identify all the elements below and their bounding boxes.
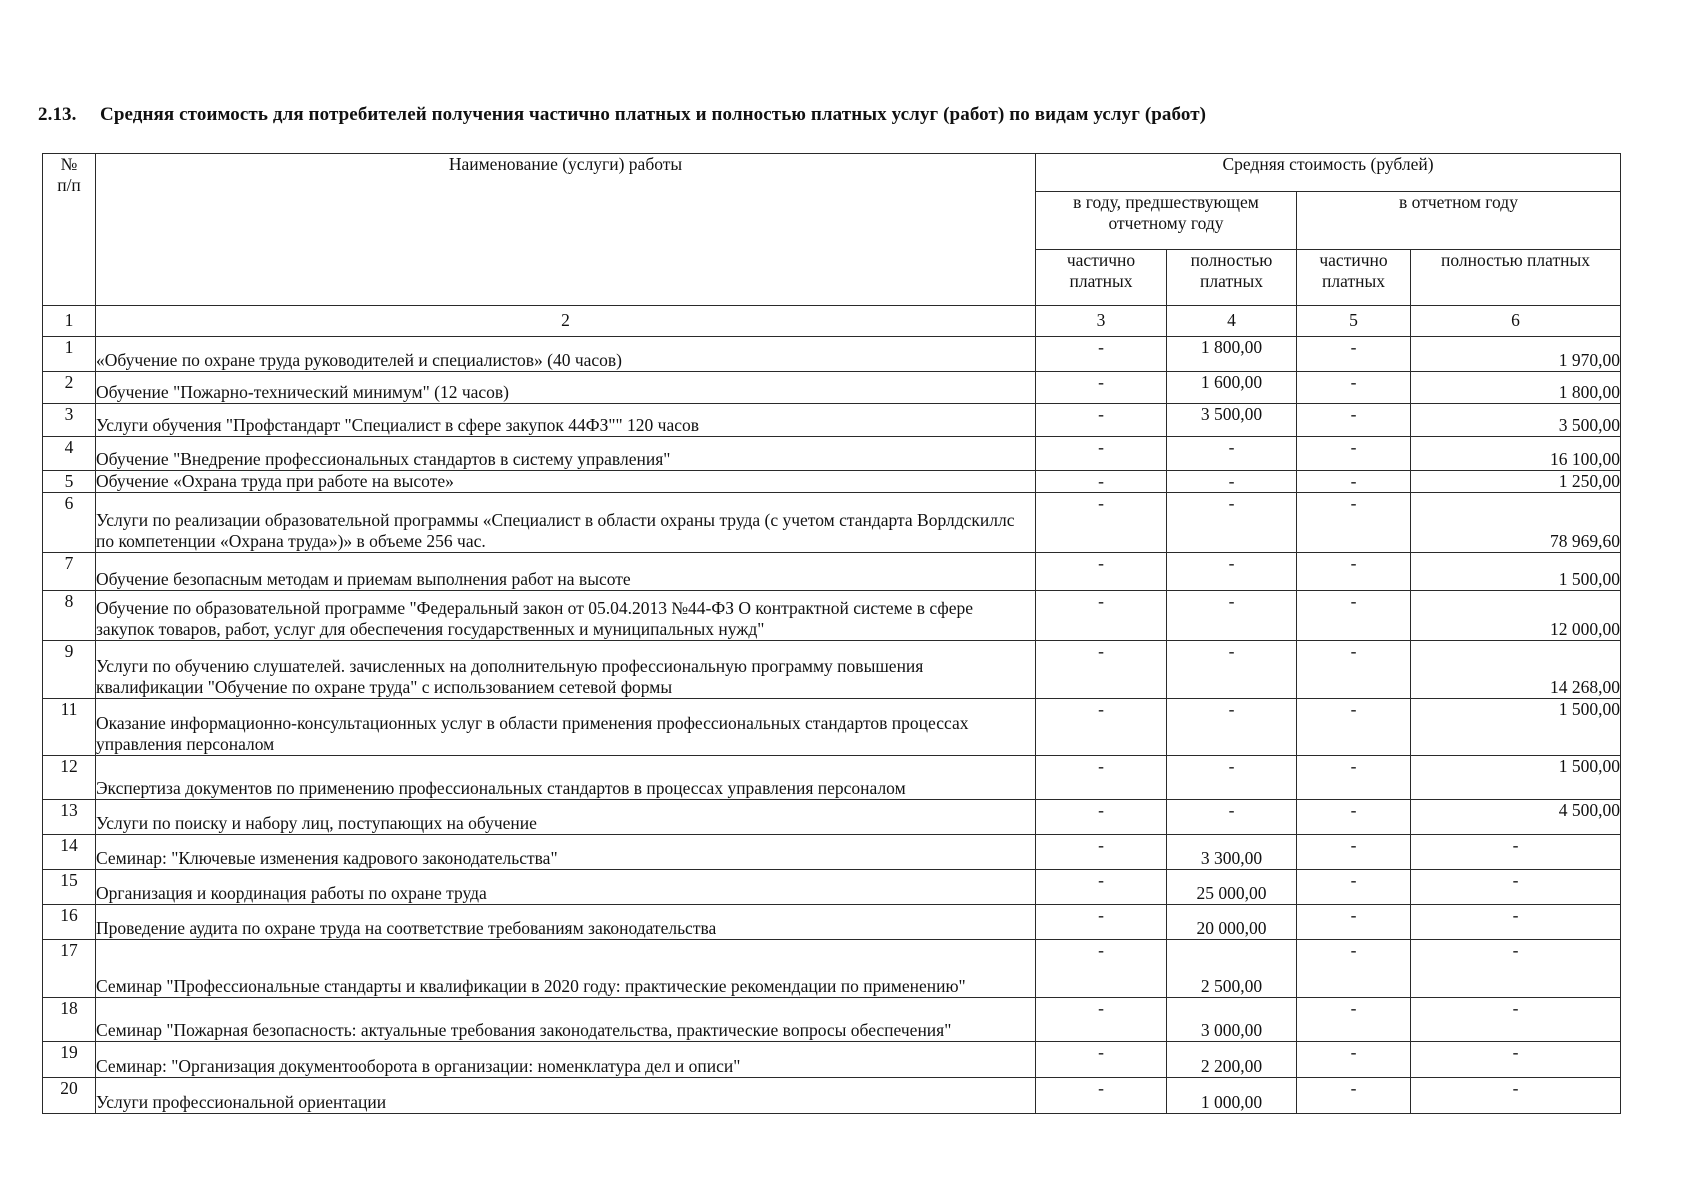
column-index: 1 [43,306,96,337]
partial-cur-value: - [1297,553,1411,591]
partial-prev-value: - [1036,870,1167,905]
full-cur-value: 1 500,00 [1411,756,1621,800]
partial-cur-value: - [1297,800,1411,835]
table-row [43,940,1621,998]
partial-prev-value: - [1036,553,1167,591]
table-row [43,905,1621,940]
full-prev-value: 20 000,00 [1167,905,1297,940]
table-row [43,553,1621,591]
table-row [43,998,1621,1042]
partial-prev-value: - [1036,337,1167,372]
table-row [43,493,1621,553]
full-cur-value: 12 000,00 [1411,591,1621,641]
service-name: Семинар "Профессиональные стандарты и квалификации в 2020 году: практические рекомендации по применению" [96,940,1036,998]
col-header-partial-prev: частично платных [1036,250,1167,306]
partial-cur-value: - [1297,835,1411,870]
col-header-avg-cost: Средняя стоимость (рублей) [1036,154,1621,192]
full-cur-value: 3 500,00 [1411,404,1621,437]
partial-cur-value: - [1297,437,1411,471]
service-name: Организация и координация работы по охране труда [96,870,1036,905]
partial-prev-value: - [1036,800,1167,835]
row-number: 9 [43,641,96,699]
service-name: «Обучение по охране труда руководителей и специалистов» (40 часов) [96,337,1036,372]
full-prev-value: 3 500,00 [1167,404,1297,437]
col-header-name: Наименование (услуги) работы [96,154,1036,306]
full-prev-value: - [1167,553,1297,591]
row-number: 18 [43,998,96,1042]
partial-cur-value: - [1297,1078,1411,1114]
partial-cur-value: - [1297,940,1411,998]
column-index: 2 [96,306,1036,337]
service-name: Услуги по обучению слушателей. зачисленных на дополнительную профессиональную программу повышения квалификации "Обучение по охране труда" с использованием сетевой формы [96,641,1036,699]
table-row [43,404,1621,437]
full-prev-value: 3 000,00 [1167,998,1297,1042]
table-row [43,800,1621,835]
row-number: 14 [43,835,96,870]
full-cur-value: 78 969,60 [1411,493,1621,553]
service-name: Семинар "Пожарная безопасность: актуальные требования законодательства, практические вопросы обеспечения" [96,998,1036,1042]
partial-cur-value: - [1297,699,1411,756]
full-prev-value: 25 000,00 [1167,870,1297,905]
full-prev-value: 1 000,00 [1167,1078,1297,1114]
partial-cur-value: - [1297,372,1411,404]
partial-cur-value: - [1297,1042,1411,1078]
partial-prev-value: - [1036,905,1167,940]
full-cur-value: - [1411,835,1621,870]
cost-table [42,153,1621,1114]
section-title: Средняя стоимость для потребителей получения частично платных и полностью платных услуг (работ) по видам услуг (работ) [100,104,1207,125]
full-cur-value: 1 970,00 [1411,337,1621,372]
partial-cur-value: - [1297,998,1411,1042]
table-row [43,372,1621,404]
full-cur-value: - [1411,998,1621,1042]
column-index: 3 [1036,306,1167,337]
section-heading [38,104,1206,126]
full-cur-value: - [1411,1078,1621,1114]
table-row [43,756,1621,800]
row-number: 3 [43,404,96,437]
row-number: 13 [43,800,96,835]
partial-cur-value: - [1297,756,1411,800]
service-name: Оказание информационно-консультационных услуг в области применения профессиональных стандартов процессах управления персоналом [96,699,1036,756]
full-prev-value: - [1167,437,1297,471]
full-cur-value: 1 250,00 [1411,471,1621,493]
row-number: 7 [43,553,96,591]
row-number: 2 [43,372,96,404]
full-prev-value: - [1167,756,1297,800]
service-name: Обучение "Внедрение профессиональных стандартов в систему управления" [96,437,1036,471]
service-name: Семинар: "Ключевые изменения кадрового законодательства" [96,835,1036,870]
service-name: Обучение "Пожарно-технический минимум" (12 часов) [96,372,1036,404]
partial-prev-value: - [1036,1042,1167,1078]
partial-cur-value: - [1297,641,1411,699]
service-name: Семинар: "Организация документооборота в организации: номенклатура дел и описи" [96,1042,1036,1078]
table-row [43,1042,1621,1078]
service-name: Экспертиза документов по применению профессиональных стандартов в процессах управления персоналом [96,756,1036,800]
full-prev-value: - [1167,591,1297,641]
partial-cur-value: - [1297,870,1411,905]
column-index: 6 [1411,306,1621,337]
row-number: 16 [43,905,96,940]
row-number: 5 [43,471,96,493]
partial-cur-value: - [1297,905,1411,940]
row-number: 6 [43,493,96,553]
partial-prev-value: - [1036,493,1167,553]
full-cur-value: 4 500,00 [1411,800,1621,835]
col-header-prev-year: в году, предшествующем отчетному году [1036,192,1297,250]
partial-prev-value: - [1036,437,1167,471]
table-row [43,471,1621,493]
partial-cur-value: - [1297,591,1411,641]
partial-prev-value: - [1036,998,1167,1042]
full-prev-value: - [1167,471,1297,493]
col-header-partial-cur: частично платных [1297,250,1411,306]
service-name: Услуги профессиональной ориентации [96,1078,1036,1114]
table-row [43,641,1621,699]
partial-prev-value: - [1036,835,1167,870]
service-name: Услуги по поиску и набору лиц, поступающих на обучение [96,800,1036,835]
partial-cur-value: - [1297,493,1411,553]
full-prev-value: - [1167,641,1297,699]
col-header-num: № п/п [43,154,96,306]
service-name: Обучение «Охрана труда при работе на высоте» [96,471,1036,493]
row-number: 4 [43,437,96,471]
service-name: Обучение безопасным методам и приемам выполнения работ на высоте [96,553,1036,591]
partial-cur-value: - [1297,337,1411,372]
partial-prev-value: - [1036,1078,1167,1114]
full-cur-value: 14 268,00 [1411,641,1621,699]
full-prev-value: 2 500,00 [1167,940,1297,998]
col-header-full-cur: полностью платных [1411,250,1621,306]
full-cur-value: - [1411,1042,1621,1078]
full-cur-value: - [1411,940,1621,998]
table-row [43,835,1621,870]
table-row [43,870,1621,905]
row-number: 15 [43,870,96,905]
row-number: 20 [43,1078,96,1114]
full-prev-value: 2 200,00 [1167,1042,1297,1078]
partial-prev-value: - [1036,699,1167,756]
service-name: Услуги обучения "Профстандарт "Специалист в сфере закупок 44ФЗ"" 120 часов [96,404,1036,437]
full-cur-value: 1 500,00 [1411,699,1621,756]
row-number: 8 [43,591,96,641]
partial-cur-value: - [1297,404,1411,437]
row-number: 17 [43,940,96,998]
partial-prev-value: - [1036,591,1167,641]
full-prev-value: 1 600,00 [1167,372,1297,404]
full-cur-value: 1 500,00 [1411,553,1621,591]
partial-cur-value: - [1297,471,1411,493]
service-name: Услуги по реализации образовательной программы «Специалист в области охраны труда (с учетом стандарта Ворлдскиллс по компетенции «Охрана труда»)» в объеме 256 час. [96,493,1036,553]
col-header-full-prev: полностью платных [1167,250,1297,306]
table-row [43,337,1621,372]
row-number: 19 [43,1042,96,1078]
full-prev-value: - [1167,699,1297,756]
column-index: 4 [1167,306,1297,337]
row-number: 11 [43,699,96,756]
full-cur-value: - [1411,905,1621,940]
full-prev-value: - [1167,800,1297,835]
row-number: 1 [43,337,96,372]
col-header-report-year: в отчетном году [1297,192,1621,250]
full-prev-value: 1 800,00 [1167,337,1297,372]
full-cur-value: - [1411,870,1621,905]
service-name: Обучение по образовательной программе "Федеральный закон от 05.04.2013 №44-ФЗ О контрактной системе в сфере закупок товаров, работ, услуг для обеспечения государственных и муниципальных нужд" [96,591,1036,641]
table-row [43,437,1621,471]
table-row [43,1078,1621,1114]
partial-prev-value: - [1036,756,1167,800]
column-index-row [43,306,1621,337]
full-prev-value: - [1167,493,1297,553]
partial-prev-value: - [1036,940,1167,998]
partial-prev-value: - [1036,641,1167,699]
table-row [43,699,1621,756]
row-number: 12 [43,756,96,800]
table-row [43,591,1621,641]
partial-prev-value: - [1036,471,1167,493]
full-prev-value: 3 300,00 [1167,835,1297,870]
column-index: 5 [1297,306,1411,337]
partial-prev-value: - [1036,372,1167,404]
full-cur-value: 16 100,00 [1411,437,1621,471]
partial-prev-value: - [1036,404,1167,437]
service-name: Проведение аудита по охране труда на соответствие требованиям законодательства [96,905,1036,940]
full-cur-value: 1 800,00 [1411,372,1621,404]
section-number: 2.13. [38,104,77,125]
